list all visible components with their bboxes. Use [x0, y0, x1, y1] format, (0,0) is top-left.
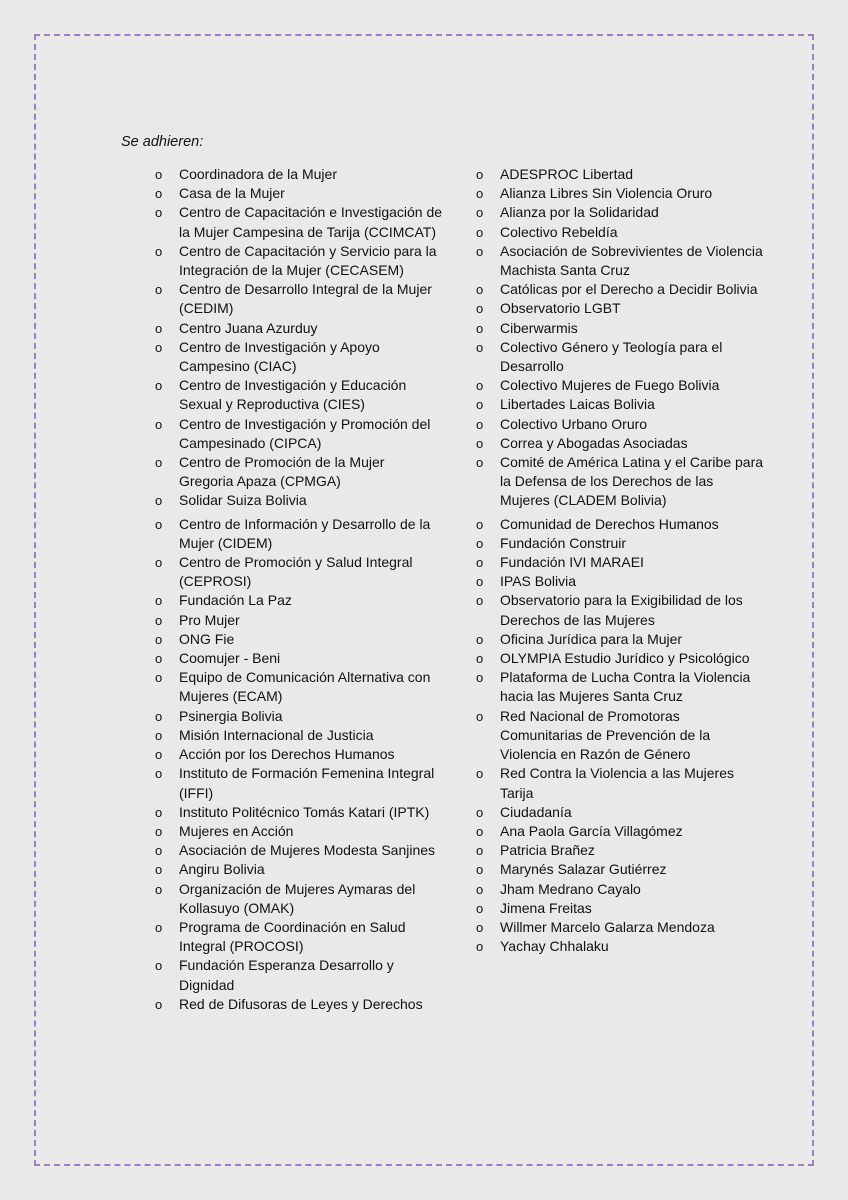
list-item-text: Alianza por la Solidaridad [500, 204, 659, 221]
list-item-text: Centro de Información y Desarrollo de la Mujer (CIDEM) [179, 515, 431, 551]
bullet-icon: o [155, 186, 163, 202]
bullet-icon: o [476, 900, 484, 916]
list-item [476, 242, 776, 280]
bullet-icon: o [476, 843, 484, 859]
list-item [155, 515, 455, 553]
list-item-text: Fundación Esperanza Desarrollo y Dignidad [179, 957, 394, 993]
list-item [155, 453, 455, 491]
list-item [476, 415, 776, 434]
bullet-icon: o [476, 224, 484, 240]
bullet-icon: o [155, 996, 163, 1012]
list-item [476, 338, 776, 376]
list-item-text: Colectivo Urbano Oruro [500, 415, 648, 432]
list-item-text: ADESPROC Libertad [500, 166, 634, 182]
list-item [476, 841, 776, 860]
list-item-text: Acción por los Derechos Humanos [179, 746, 395, 763]
list-item [476, 553, 776, 572]
list-item-text: Fundación La Paz [179, 592, 292, 609]
bullet-icon: o [476, 804, 484, 820]
list-item [155, 803, 455, 822]
bullet-icon: o [155, 416, 163, 432]
bullet-icon: o [155, 555, 163, 571]
list-item-text: Red Contra la Violencia a las Mujeres Tarija [500, 765, 734, 801]
list-item-text: Jham Medrano Cayalo [500, 880, 641, 897]
list-item-text: Ana Paola García Villagómez [500, 822, 683, 839]
bullet-icon: o [476, 435, 484, 451]
list-item-text: Fundación Construir [500, 534, 627, 551]
bullet-icon: o [476, 186, 484, 202]
bullet-icon: o [476, 397, 484, 413]
list-item [155, 630, 455, 649]
list-item [476, 184, 776, 203]
list-item [155, 338, 455, 376]
list-item-text: Marynés Salazar Gutiérrez [500, 861, 667, 878]
list-item-text: Colectivo Rebeldía [500, 223, 618, 240]
list-item [476, 899, 776, 918]
list-item-text: Angiru Bolivia [179, 861, 265, 878]
right-organization-list [476, 165, 776, 956]
list-item [155, 319, 455, 338]
bullet-icon: o [155, 862, 163, 878]
list-item [476, 764, 776, 802]
list-item-text: ONG Fie [179, 630, 235, 647]
bullet-icon: o [476, 243, 484, 259]
bullet-icon: o [155, 612, 163, 628]
list-item-text: Centro Juana Azurduy [179, 319, 318, 336]
bullet-icon: o [155, 243, 163, 259]
list-item-text: Observatorio LGBT [500, 300, 621, 317]
list-item [155, 726, 455, 745]
bullet-icon: o [155, 593, 163, 609]
list-item [155, 491, 455, 510]
list-item [476, 803, 776, 822]
bullet-icon: o [476, 555, 484, 571]
bullet-icon: o [476, 167, 484, 182]
list-item-text: Centro de Capacitación e Investigación de la Mujer Campesina de Tarija (CCIMCAT) [179, 204, 443, 240]
list-item [155, 242, 455, 280]
bullet-icon: o [476, 881, 484, 897]
bullet-icon: o [155, 958, 163, 974]
bullet-icon: o [155, 631, 163, 647]
list-item-text: Centro de Promoción de la Mujer Gregoria Apaza (CPMGA) [179, 454, 385, 490]
list-item-text: Coordinadora de la Mujer [179, 166, 337, 182]
list-item-text: Centro de Promoción y Salud Integral (CEPROSI) [179, 554, 413, 590]
bullet-icon: o [476, 593, 484, 609]
bullet-icon: o [155, 708, 163, 724]
list-item-text: Willmer Marcelo Galarza Mendoza [500, 918, 715, 935]
bullet-icon: o [476, 862, 484, 878]
list-item-text: Colectivo Género y Teología para el Desarrollo [500, 338, 723, 375]
list-item-text: Misión Internacional de Justicia [179, 726, 374, 743]
list-item [476, 280, 776, 299]
list-item-text: Libertades Laicas Bolivia [500, 396, 655, 413]
bullet-icon: o [476, 516, 484, 532]
list-item [476, 937, 776, 956]
bullet-icon: o [476, 651, 484, 667]
list-item [155, 995, 455, 1014]
bullet-icon: o [155, 205, 163, 221]
bullet-icon: o [476, 205, 484, 221]
list-item [476, 515, 776, 534]
list-item-text: Fundación IVI MARAEI [500, 554, 644, 571]
bullet-icon: o [476, 708, 484, 724]
list-item-text: Red de Difusoras de Leyes y Derechos [179, 995, 423, 1012]
bullet-icon: o [155, 727, 163, 743]
list-item-text: Centro de Desarrollo Integral de la Mujer (CEDIM) [179, 281, 432, 317]
list-item [476, 822, 776, 841]
list-item-text: Observatorio para la Exigibilidad de los Derechos de las Mujeres [500, 592, 743, 628]
list-item [155, 591, 455, 610]
list-item-text: Oficina Jurídica para la Mujer [500, 630, 683, 647]
list-item [476, 453, 776, 511]
list-item [155, 918, 455, 956]
list-item-text: Jimena Freitas [500, 899, 592, 916]
list-item-text: Mujeres en Acción [179, 822, 294, 839]
bullet-icon: o [476, 766, 484, 782]
list-item [155, 764, 455, 802]
bullet-icon: o [476, 455, 484, 471]
list-item [476, 203, 776, 222]
bullet-icon: o [476, 631, 484, 647]
list-item-text: Organización de Mujeres Aymaras del Kollasuyo (OMAK) [179, 880, 416, 916]
list-item [155, 280, 455, 318]
list-item-text: Plataforma de Lucha Contra la Violencia hacia las Mujeres Santa Cruz [500, 669, 751, 705]
bullet-icon: o [476, 919, 484, 935]
list-item-text: IPAS Bolivia [500, 573, 576, 590]
bullet-icon: o [476, 574, 484, 590]
list-item [155, 611, 455, 630]
bullet-icon: o [155, 167, 163, 182]
list-item-text: Centro de Investigación y Promoción del Campesinado (CIPCA) [179, 415, 431, 451]
bullet-icon: o [155, 747, 163, 763]
list-item-text: Pro Mujer [179, 611, 240, 628]
list-item [476, 534, 776, 553]
bullet-icon: o [476, 535, 484, 551]
list-item-text: Casa de la Mujer [179, 185, 285, 202]
list-item-text: Comunidad de Derechos Humanos [500, 515, 719, 532]
list-item [155, 553, 455, 591]
document-heading: Se adhieren: [121, 134, 204, 150]
list-item-text: Centro de Investigación y Educación Sexual y Reproductiva (CIES) [179, 377, 407, 413]
list-item [155, 376, 455, 414]
list-item [155, 956, 455, 994]
bullet-icon: o [476, 320, 484, 336]
bullet-icon: o [476, 282, 484, 298]
list-item-text: Equipo de Comunicación Alternativa con Mujeres (ECAM) [179, 669, 431, 705]
list-item-text: Patricia Brañez [500, 842, 595, 859]
bullet-icon: o [476, 416, 484, 432]
bullet-icon: o [155, 823, 163, 839]
bullet-icon: o [155, 843, 163, 859]
list-item-text: Yachay Chhalaku [500, 938, 609, 955]
list-item [476, 572, 776, 591]
list-item [155, 649, 455, 668]
list-item [476, 918, 776, 937]
list-item-text: Ciudadanía [500, 803, 572, 820]
bullet-icon: o [155, 339, 163, 355]
list-item-text: Asociación de Sobrevivientes de Violencia Machista Santa Cruz [500, 242, 763, 279]
list-item [155, 880, 455, 918]
list-item-text: Psinergia Bolivia [179, 707, 283, 724]
bullet-icon: o [155, 651, 163, 667]
list-item [476, 707, 776, 765]
list-item [476, 649, 776, 668]
list-item [476, 668, 776, 706]
list-item-text: Colectivo Mujeres de Fuego Bolivia [500, 377, 720, 394]
bullet-icon: o [476, 339, 484, 355]
list-item-text: Asociación de Mujeres Modesta Sanjines [179, 842, 436, 859]
list-item [155, 707, 455, 726]
list-item [155, 860, 455, 879]
list-item [476, 395, 776, 414]
bullet-icon: o [476, 378, 484, 394]
list-item [155, 841, 455, 860]
list-item-text: Centro de Investigación y Apoyo Campesino (CIAC) [179, 338, 380, 375]
bullet-icon: o [155, 516, 163, 532]
list-item-text: Red Nacional de Promotoras Comunitarias de Prevención de la Violencia en Razón de Género [500, 707, 711, 763]
bullet-icon: o [155, 881, 163, 897]
bullet-icon: o [155, 455, 163, 471]
list-item-text: Alianza Libres Sin Violencia Oruro [500, 185, 713, 202]
bullet-icon: o [476, 301, 484, 317]
list-item-text: OLYMPIA Estudio Jurídico y Psicológico [500, 650, 750, 667]
list-item [155, 165, 455, 184]
list-item-text: Solidar Suiza Bolivia [179, 492, 307, 509]
bullet-icon: o [476, 670, 484, 686]
list-item [476, 376, 776, 395]
bullet-icon: o [155, 919, 163, 935]
list-item [476, 434, 776, 453]
list-item [476, 591, 776, 629]
list-item [476, 630, 776, 649]
bullet-icon: o [155, 766, 163, 782]
list-item [155, 415, 455, 453]
list-item-text: Instituto Politécnico Tomás Katari (IPTK) [179, 803, 430, 820]
list-item [155, 822, 455, 841]
left-organization-list [155, 165, 455, 1014]
list-item-text: Comité de América Latina y el Caribe para la Defensa de los Derechos de las Mujeres (CLADEM Bolivia) [500, 454, 764, 509]
list-item-text: Correa y Abogadas Asociadas [500, 434, 688, 451]
list-item-text: Coomujer - Beni [179, 650, 281, 667]
list-item-text: Instituto de Formación Femenina Integral (IFFI) [179, 765, 435, 801]
bullet-icon: o [155, 320, 163, 336]
list-item [476, 319, 776, 338]
list-item-text: Católicas por el Derecho a Decidir Bolivia [500, 281, 758, 298]
list-item [476, 880, 776, 899]
list-item-text: Programa de Coordinación en Salud Integral (PROCOSI) [179, 918, 406, 955]
list-item-text: Ciberwarmis [500, 319, 578, 336]
bullet-icon: o [155, 670, 163, 686]
bullet-icon: o [155, 378, 163, 394]
list-item [476, 165, 776, 184]
bullet-icon: o [155, 804, 163, 820]
bullet-icon: o [155, 282, 163, 298]
list-item-text: Centro de Capacitación y Servicio para la Integración de la Mujer (CECASEM) [179, 242, 437, 279]
bullet-icon: o [476, 939, 484, 955]
list-item [155, 203, 455, 241]
list-item [155, 184, 455, 203]
bullet-icon: o [155, 493, 163, 509]
bullet-icon: o [476, 823, 484, 839]
list-item [155, 745, 455, 764]
list-item [155, 668, 455, 706]
list-item [476, 299, 776, 318]
list-item [476, 860, 776, 879]
list-item [476, 223, 776, 242]
